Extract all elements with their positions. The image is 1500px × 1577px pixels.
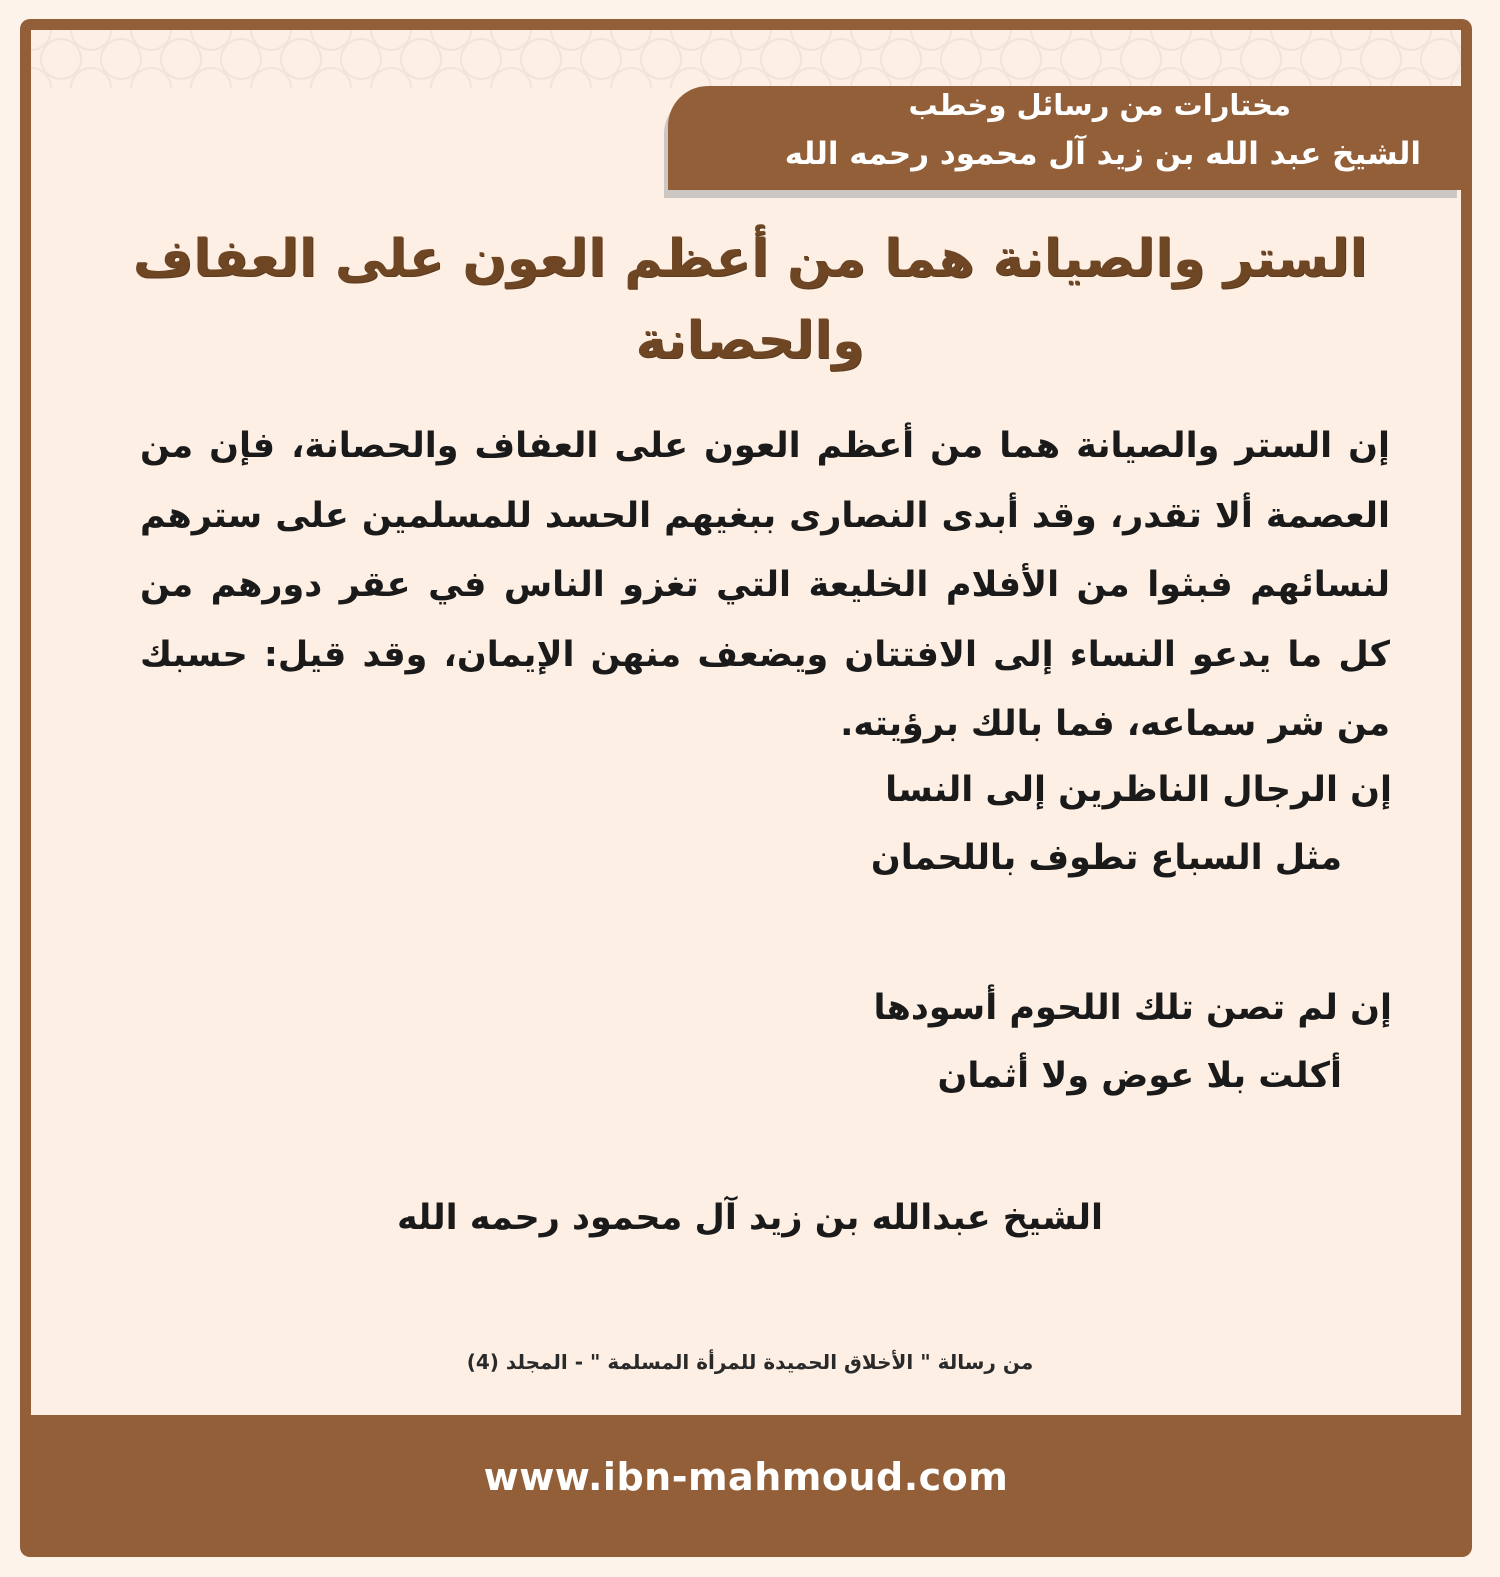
source-citation: من رسالة " الأخلاق الحميدة للمرأة المسلمة " - المجلد (4) <box>466 1350 1034 1374</box>
page-title: الستر والصيانة هما من أعظم العون على العفاف والحصانة <box>132 229 1368 371</box>
poem-line-3: إن لم تصن تلك اللحوم أسودها <box>873 988 1392 1028</box>
header-banner <box>668 86 1461 190</box>
signature: الشيخ عبدالله بن زيد آل محمود رحمه الله <box>396 1198 1104 1238</box>
series-title: مختارات من رسائل وخطب <box>908 88 1291 122</box>
article-body: إن الستر والصيانة هما من أعظم العون على العفاف والحصانة، فإن من العصمة ألا تقدر، وقد أبدى النصارى ببغيهم الحسد للمسلمين على سترهم لنسائهم فبثوا من الأفلام الخليعة التي تغزو الناس في عقر دورهم من كل ما يدعو النساء إلى الافتتان ويضعف منهن الإيمان، وقد قيل: حسبك من شر سماعه، فما بالك برؤيته. <box>140 426 1390 744</box>
website-link[interactable]: www.ibn-mahmoud.com <box>483 1455 1009 1499</box>
poem-line-1: إن الرجال الناظرين إلى النسا <box>885 770 1392 810</box>
author-header: الشيخ عبد الله بن زيد آل محمود رحمه الله <box>784 136 1421 172</box>
ornament-pattern <box>31 30 1461 88</box>
poem-line-2: مثل السباع تطوف باللحمان <box>870 838 1342 878</box>
poem-line-4: أكلت بلا عوض ولا أثمان <box>937 1056 1342 1096</box>
